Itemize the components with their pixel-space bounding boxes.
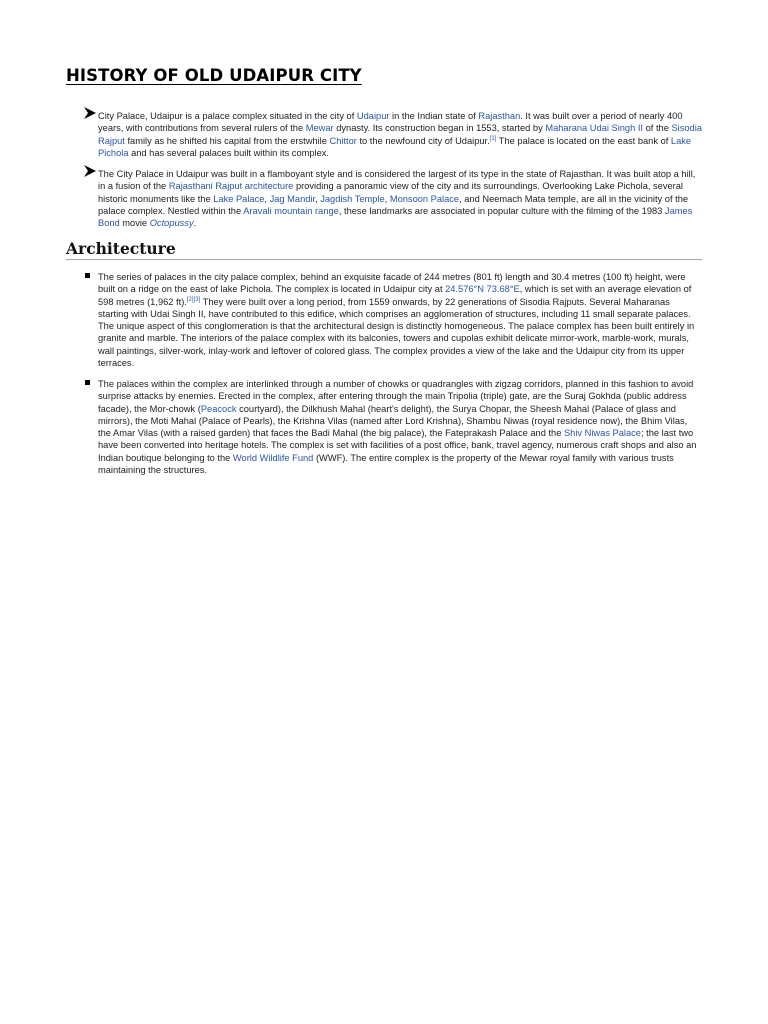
link-lake-palace[interactable]: Lake Palace <box>213 193 265 204</box>
link-mewar[interactable]: Mewar <box>305 123 334 134</box>
link-peacock[interactable]: Peacock <box>200 403 237 414</box>
link-aravali-mountain-range[interactable]: Aravali mountain range <box>243 205 339 216</box>
square-bullet-icon <box>85 273 90 278</box>
link-octopussy[interactable]: Octopussy <box>149 218 194 229</box>
link-jagdish-temple[interactable]: Jagdish Temple <box>320 193 385 204</box>
arrow-bullet-icon <box>83 106 97 120</box>
architecture-paragraph-1: The series of palaces in the city palace complex, behind an exquisite facade of 244 metres (801 ft) length and 30.4 metres (100 ft) height, were built on a ridge on the east of lake Pichola. The complex is located in Udaipur city at 24.576°N 73.68°E, which is set with an average elevation of 598 metres (1,962 ft).[2][3] They were built over a long period, from 1559 onwards, by 22 generations of Sisodia Rajputs. Several Maharanas starting with Udai Singh II, have contributed to this edifice, which comprises an agglomeration of structures, including 11 small separate palaces. The unique aspect of this conglomeration is that the architectural design is distinctly homogeneous. The palace complex has been built entirely in granite and marble. The interiors of the palace complex with its balconies, towers and cupolas exhibit delicate mirror-work, marble-work, murals, wall paintings, silver-work, inlay-work and leftover of colored glass. The complex provides a view of the lake and the Udaipur city from its upper terraces. <box>98 272 695 369</box>
link-world-wildlife-fund[interactable]: World Wildlife Fund <box>232 452 314 463</box>
link-jag-mandir[interactable]: Jag Mandir <box>269 193 316 204</box>
link-shiv-niwas-palace[interactable]: Shiv Niwas Palace <box>563 428 641 439</box>
square-bullet-icon <box>85 380 90 385</box>
link-chittor[interactable]: Chittor <box>329 135 357 146</box>
link-james-bond[interactable]: James Bond <box>98 205 693 229</box>
page-title: HISTORY OF OLD UDAIPUR CITY <box>66 66 362 85</box>
link-udaipur[interactable]: Udaipur <box>356 111 390 121</box>
link-maharana-udai-singh[interactable]: Maharana Udai Singh II <box>545 123 644 134</box>
intro-paragraph-2: The City Palace in Udaipur was built in a flamboyant style and is considered the largest of its type in the state of Rajasthan. It was built atop a hill, in a fusion of the Rajasthani Rajput architecture providing a panoramic view of the city and its surroundings. Overlooking Lake Pichola, several historic monuments like the Lake Palace, Jag Mandir, Jagdish Temple, Monsoon Palace, and Neemach Mata temple, are all in the vicinity of the palace complex. Nestled within the Aravali mountain range, these landmarks are associated in popular culture with the filming of the 1983 James Bond movie Octopussy. <box>98 169 696 229</box>
link-rajasthan[interactable]: Rajasthan <box>478 111 521 121</box>
section-heading-architecture: Architecture <box>66 239 176 258</box>
reference-1[interactable]: [1] <box>489 135 497 142</box>
link-coordinates[interactable]: 24.576°N 73.68°E <box>445 284 520 295</box>
architecture-bullet-2 <box>98 378 702 476</box>
link-rajasthani-rajput-architecture[interactable]: Rajasthani Rajput architecture <box>168 181 294 192</box>
link-lake-pichola[interactable]: Lake Pichola <box>98 135 692 158</box>
link-monsoon-palace[interactable]: Monsoon Palace <box>389 193 460 204</box>
arrow-bullet-icon <box>83 164 97 178</box>
link-sisodia-rajput[interactable]: Sisodia Rajput <box>98 123 702 146</box>
section-divider <box>66 259 702 260</box>
intro-bullet-1 <box>98 110 702 159</box>
architecture-paragraph-2: The palaces within the complex are interlinked through a number of chowks or quadrangles with zigzag corridors, planned in this fashion to avoid surprise attacks by enemies. Erected in the complex, after entering through the main Tripolia (triple) gate, are the Suraj Gokhda (public address facade), the Mor-chowk (Peacock courtyard), the Dilkhush Mahal (heart's delight), the Surya Chopar, the Sheesh Mahal (Palace of glass and mirrors), the Moti Mahal (Palace of Pearls), the Krishna Vilas (named after Lord Krishna), Shambu Niwas (royal residence now), the Bhim Vilas, the Amar Vilas (with a raised garden) that faces the Badi Mahal (the big palace), the Fateprakash Palace and the Shiv Niwas Palace; the last two have been converted into heritage hotels. The complex is set with facilities of a post office, bank, travel agency, numerous craft shops and also an Indian boutique belonging to the World Wildlife Fund (WWF). The entire complex is the property of the Mewar royal family with various trusts maintaining the structures. <box>98 379 697 476</box>
architecture-bullet-1 <box>98 271 702 369</box>
intro-paragraph-1: City Palace, Udaipur is a palace complex situated in the city of Udaipur in the Indian state of Rajasthan. It was built over a period of nearly 400 years, with contributions from several rulers of the Mewar dynasty. Its construction began in 1553, started by Maharana Udai Singh II of the Sisodia Rajput family as he shifted his capital from the erstwhile Chittor to the newfound city of Udaipur.[1] The palace is located on the east bank of Lake Pichola and has several palaces built within its complex. <box>98 111 702 158</box>
intro-bullet-2 <box>98 168 702 229</box>
reference-2-3[interactable]: [2][3] <box>186 296 201 303</box>
